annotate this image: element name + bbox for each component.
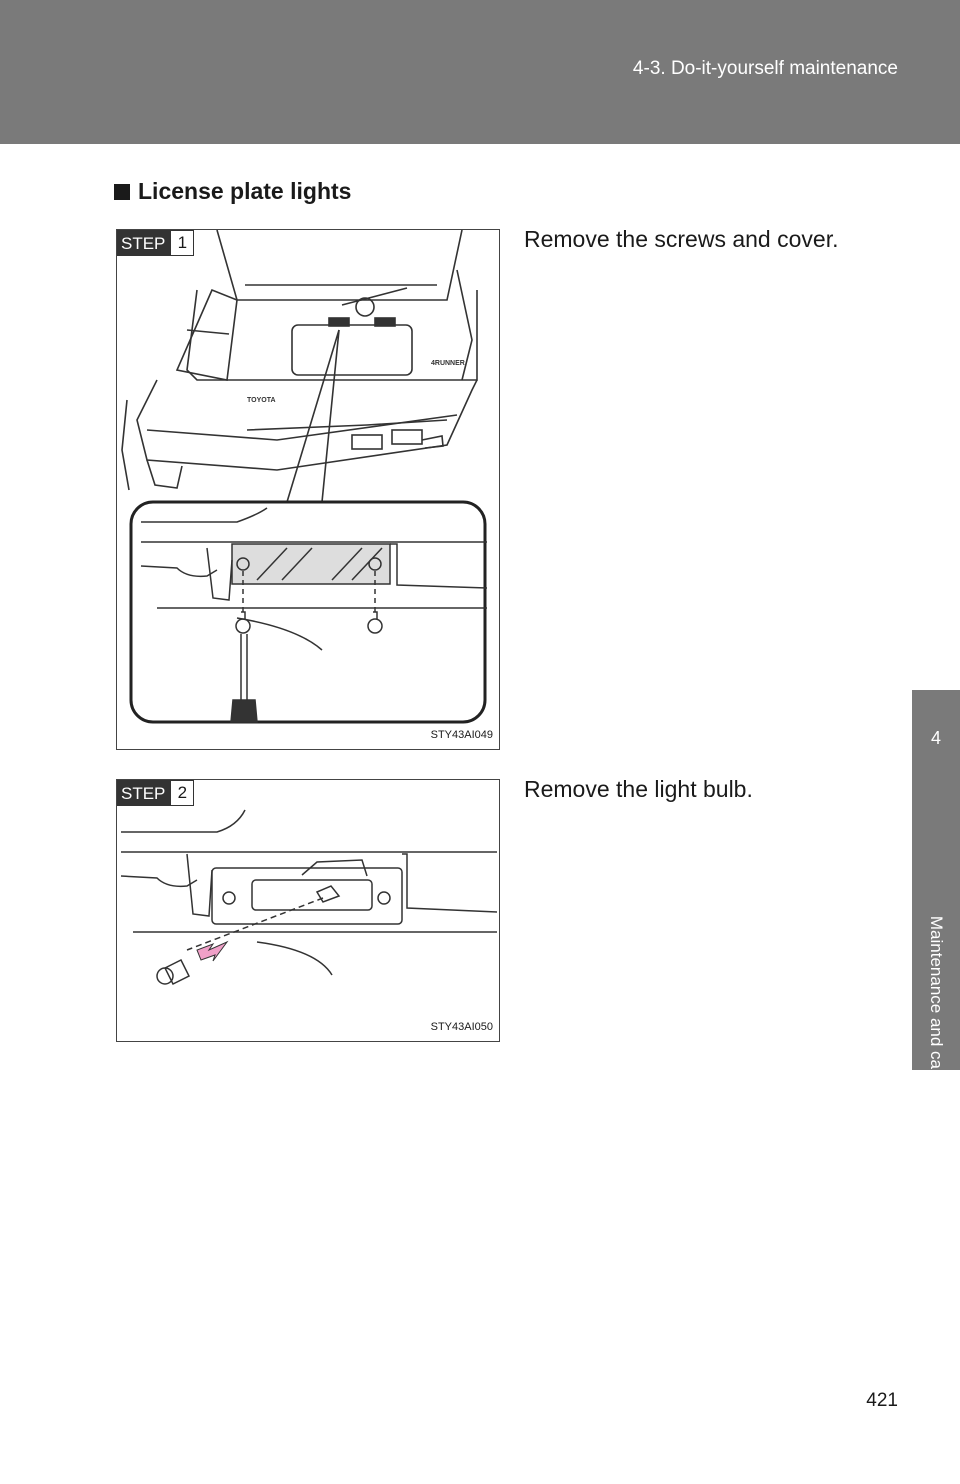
header-section-title: 4-3. Do-it-yourself maintenance (632, 58, 898, 79)
section-heading-text: License plate lights (138, 178, 352, 204)
page-number: 421 (866, 1390, 898, 1411)
section-heading (114, 178, 351, 205)
step2-instruction: Remove the light bulb. (524, 776, 753, 802)
bulb-removal-drawing (117, 780, 499, 1041)
vehicle-badge-text: TOYOTA (247, 397, 276, 404)
step1-label: STEP (117, 230, 171, 256)
step2-badge (117, 780, 194, 806)
square-bullet-icon (114, 184, 130, 200)
model-badge-text: 4RUNNER (431, 360, 465, 367)
step1-badge (117, 230, 194, 256)
step1-number: 1 (171, 230, 194, 256)
chapter-title-text: Maintenance and care (927, 915, 946, 1085)
step2-illustration (116, 779, 500, 1042)
chapter-number: 4 (930, 728, 941, 748)
step2-number: 2 (171, 780, 194, 806)
step2-label: STEP (117, 780, 171, 806)
step1-illustration (116, 229, 500, 750)
figure2-code: STY43AI050 (430, 1021, 493, 1033)
vehicle-rear-drawing (117, 230, 499, 749)
page-header (0, 0, 960, 144)
step1-instruction: Remove the screws and cover. (524, 226, 839, 252)
figure1-code: STY43AI049 (430, 729, 493, 741)
